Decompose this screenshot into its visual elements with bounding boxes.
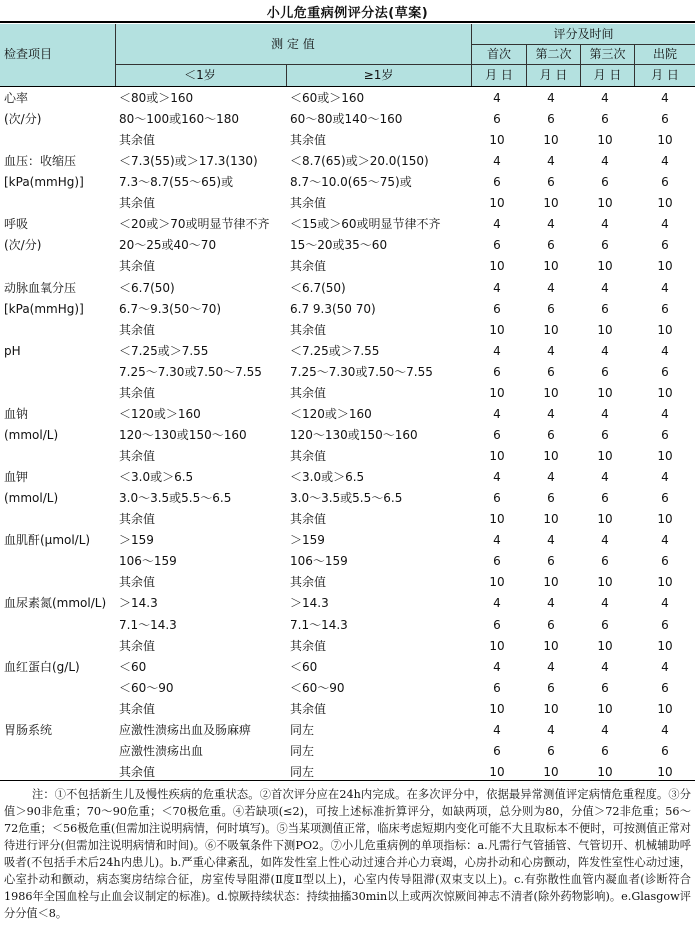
score-first: 6: [493, 112, 501, 127]
score-third: 10: [597, 196, 613, 211]
table-row: [0, 340, 695, 361]
score-discharge: 4: [661, 91, 669, 105]
value-over-1y: ＜8.7(65)或＞20.0(150): [290, 154, 429, 169]
score-first: 6: [493, 364, 501, 379]
value-under-1y: 其余值: [119, 322, 156, 337]
value-under-1y: 其余值: [119, 575, 156, 590]
value-over-1y: 120～130或150～160: [290, 427, 418, 442]
score-third: 6: [601, 554, 609, 569]
score-third: 10: [597, 385, 613, 400]
score-third: 10: [597, 322, 613, 337]
value-over-1y: 7.25～7.30或7.50～7.55: [290, 364, 433, 379]
score-second: 6: [547, 617, 555, 632]
score-discharge: 4: [661, 533, 669, 548]
score-third: 10: [597, 512, 613, 527]
header-rule: [115, 64, 695, 65]
score-discharge: 4: [661, 280, 669, 295]
value-over-1y: ＜120或＞160: [290, 406, 372, 421]
value-under-1y: 其余值: [119, 449, 156, 464]
value-over-1y: 7.1～14.3: [290, 617, 348, 632]
value-under-1y: 其余值: [119, 133, 156, 148]
score-first: 10: [489, 259, 505, 274]
score-third: 6: [601, 491, 609, 506]
table-row: [0, 382, 695, 403]
score-second: 10: [543, 575, 559, 590]
score-discharge: 6: [661, 554, 669, 569]
score-discharge: 6: [661, 743, 669, 758]
table-row: [0, 108, 695, 129]
value-over-1y: 其余值: [290, 638, 327, 653]
score-third: 10: [597, 701, 613, 716]
score-discharge: 6: [661, 617, 669, 632]
score-third: 6: [601, 175, 609, 190]
value-over-1y: 其余值: [290, 449, 327, 464]
value-under-1y: 7.25～7.30或7.50～7.55: [119, 364, 262, 379]
header-month-day-discharge: 月 日: [651, 68, 679, 82]
table-row: [0, 129, 695, 150]
score-second: 10: [543, 512, 559, 527]
score-discharge: 4: [661, 217, 669, 232]
header-month-day-third: 月 日: [593, 68, 622, 82]
value-under-1y: 其余值: [119, 638, 156, 653]
value-over-1y: 同左: [290, 722, 315, 737]
score-third: 6: [601, 427, 609, 442]
score-third: 4: [601, 91, 609, 105]
value-under-1y: ＜60: [119, 659, 147, 674]
score-second: 10: [543, 259, 559, 274]
score-second: 6: [547, 175, 555, 190]
table-row: [0, 635, 695, 656]
value-over-1y: 同左: [290, 743, 315, 758]
item-label: 血红蛋白(g/L): [4, 659, 80, 674]
table-row: [0, 761, 695, 782]
score-first: 6: [493, 491, 501, 506]
value-under-1y: ＜80或＞160: [119, 91, 194, 105]
table-row: [0, 740, 695, 761]
score-first: 4: [493, 722, 501, 737]
value-under-1y: 其余值: [119, 512, 156, 527]
score-first: 10: [489, 764, 505, 779]
score-third: 6: [601, 364, 609, 379]
header-score-time: 评分及时间: [553, 27, 614, 41]
value-under-1y: 7.1～14.3: [119, 617, 177, 632]
score-third: 4: [601, 659, 609, 674]
score-second: 4: [547, 470, 555, 485]
score-first: 10: [489, 701, 505, 716]
header-time-second: 第二次: [535, 47, 572, 61]
table-row: [0, 298, 695, 319]
value-under-1y: 其余值: [119, 259, 156, 274]
score-discharge: 6: [661, 112, 669, 127]
value-under-1y: 7.3～8.7(55～65)或: [119, 175, 234, 190]
header-measured: 测 定 值: [271, 37, 315, 51]
score-first: 6: [493, 238, 501, 253]
score-discharge: 10: [657, 701, 673, 716]
score-third: 6: [601, 112, 609, 127]
score-third: 4: [601, 217, 609, 232]
table-row: [0, 445, 695, 466]
score-first: 4: [493, 343, 501, 358]
header-divider: [286, 64, 287, 86]
item-label: 动脉血氧分压: [4, 280, 77, 295]
table-row: [0, 592, 695, 613]
item-label: pH: [4, 343, 21, 358]
score-discharge: 10: [657, 196, 673, 211]
score-discharge: 4: [661, 596, 669, 611]
header-divider: [471, 24, 472, 86]
value-over-1y: ＞14.3: [290, 596, 329, 611]
score-third: 10: [597, 638, 613, 653]
value-over-1y: ＜7.25或＞7.55: [290, 343, 380, 358]
score-third: 6: [601, 301, 609, 316]
item-label: (mmol/L): [4, 427, 59, 442]
item-label: 血尿素氮(mmol/L): [4, 596, 107, 611]
item-label: [kPa(mmHg)]: [4, 301, 84, 316]
score-first: 4: [493, 470, 501, 485]
table-row: [0, 571, 695, 592]
value-over-1y: 其余值: [290, 259, 327, 274]
item-label: 血压：收缩压: [4, 154, 77, 169]
score-second: 6: [547, 743, 555, 758]
score-discharge: 4: [661, 406, 669, 421]
value-under-1y: ＞159: [119, 533, 154, 548]
score-discharge: 4: [661, 470, 669, 485]
score-second: 10: [543, 638, 559, 653]
score-second: 4: [547, 280, 555, 295]
value-over-1y: ＜15或＞60或明显节律不齐: [290, 217, 441, 232]
score-discharge: 6: [661, 364, 669, 379]
value-under-1y: 应激性溃疡出血: [119, 743, 204, 758]
value-over-1y: ＜60或＞160: [290, 91, 365, 105]
header-divider: [634, 44, 635, 86]
score-first: 10: [489, 575, 505, 590]
score-second: 4: [547, 217, 555, 232]
score-first: 6: [493, 617, 501, 632]
score-discharge: 10: [657, 575, 673, 590]
value-over-1y: 其余值: [290, 196, 327, 211]
score-discharge: 10: [657, 322, 673, 337]
score-second: 4: [547, 659, 555, 674]
value-under-1y: 106～159: [119, 554, 177, 569]
table-row: [0, 192, 695, 213]
table-row: [0, 255, 695, 276]
score-discharge: 10: [657, 449, 673, 464]
score-third: 10: [597, 449, 613, 464]
item-label: 心率: [4, 91, 29, 105]
value-over-1y: 同左: [290, 764, 315, 779]
score-third: 4: [601, 406, 609, 421]
score-discharge: 10: [657, 259, 673, 274]
score-discharge: 6: [661, 301, 669, 316]
value-under-1y: 其余值: [119, 196, 156, 211]
value-over-1y: ＜6.7(50): [290, 280, 346, 295]
value-over-1y: 其余值: [290, 701, 327, 716]
item-label: 血钾: [4, 470, 29, 485]
value-under-1y: 80～100或160～180: [119, 112, 239, 127]
score-second: 6: [547, 491, 555, 506]
score-third: 10: [597, 575, 613, 590]
value-over-1y: ＜3.0或＞6.5: [290, 470, 365, 485]
score-discharge: 6: [661, 680, 669, 695]
table-row: [0, 719, 695, 740]
score-second: 4: [547, 533, 555, 548]
table-row: [0, 361, 695, 382]
score-second: 10: [543, 133, 559, 148]
score-second: 4: [547, 596, 555, 611]
header-month-day-first: 月 日: [485, 68, 513, 82]
score-third: 6: [601, 617, 609, 632]
table-row: [0, 550, 695, 571]
item-label: 血钠: [4, 406, 29, 421]
value-over-1y: ＜60: [290, 659, 318, 674]
table-row: [0, 171, 695, 192]
table-row: [0, 614, 695, 635]
table-row: [0, 319, 695, 340]
page-title: 小儿危重病例评分法(草案): [266, 6, 429, 21]
item-label: (次/分): [4, 112, 42, 127]
score-first: 4: [493, 280, 501, 295]
value-over-1y: 其余值: [290, 322, 327, 337]
score-discharge: 4: [661, 154, 669, 169]
value-over-1y: 其余值: [290, 385, 327, 400]
table-header: [0, 24, 695, 86]
value-over-1y: 其余值: [290, 575, 327, 590]
header-rule: [472, 44, 695, 45]
score-third: 4: [601, 280, 609, 295]
score-second: 6: [547, 554, 555, 569]
score-discharge: 4: [661, 343, 669, 358]
score-first: 10: [489, 196, 505, 211]
header-divider: [115, 24, 116, 86]
value-over-1y: 8.7～10.0(65～75)或: [290, 175, 412, 190]
table-row: [0, 150, 695, 171]
score-third: 10: [597, 259, 613, 274]
score-discharge: 10: [657, 764, 673, 779]
score-first: 4: [493, 217, 501, 232]
header-ge1: ≥1岁: [363, 68, 394, 82]
header-month-day-second: 月 日: [539, 68, 568, 82]
table-row: [0, 656, 695, 677]
score-second: 10: [543, 449, 559, 464]
score-first: 4: [493, 659, 501, 674]
table-footnote: 注：①不包括新生儿及慢性疾病的危重状态。②首次评分应在24h内完成。在多次评分中，依据最异常测值评定病情危重程度。③分值＞90非危重；70～90危重；＜70极危重。④若缺项(≤2)，可按上述标准折算评分，如缺两项，总分则为80，分值＞72非危重；56～72危重；＜56极危重(但需加注说明病情，何时填写)。⑤当某项测值正常，临床考虑短期内变化可能不大且取标本不便时，可按测值正常对待进行评分(但需加注说明病情和时间)。⑥不吸氧条件下测PO2。⑦小儿危重病例的单项指标：a.凡需行气管插管、气管切开、机械辅助呼吸者(不包括手术后24h内患儿)。b.严重心律紊乱，如阵发性室上性心动过速合并心力衰竭，心房扑动和心房颤动，阵发性室性心动过速，心室扑动和颤动，病态窦房结综合征，房室传导阻滞(Ⅱ度Ⅱ型以上)，心室内传导阻滞(双束支以上)。c.有弥散性血管内凝血者(诊断符合1986年全国血栓与止血会议制定的标准)。d.惊厥持续状态：持续抽搐30min以上或两次惊厥间神志不清者(除外药物影响)。e.Glasgow评分分值＜8。: [4, 788, 691, 920]
table-row: [0, 529, 695, 550]
header-lt1: ＜1岁: [184, 68, 216, 82]
score-first: 10: [489, 449, 505, 464]
value-under-1y: ＜120或＞160: [119, 406, 201, 421]
score-first: 4: [493, 533, 501, 548]
table-row: [0, 403, 695, 424]
score-discharge: 4: [661, 722, 669, 737]
value-over-1y: ＜60～90: [290, 680, 345, 695]
value-under-1y: ＜20或＞70或明显节律不齐: [119, 217, 270, 232]
item-label: (mmol/L): [4, 491, 59, 506]
value-under-1y: 其余值: [119, 385, 156, 400]
score-second: 4: [547, 154, 555, 169]
score-third: 4: [601, 343, 609, 358]
score-second: 10: [543, 196, 559, 211]
value-under-1y: 20～25或40～70: [119, 238, 217, 253]
score-first: 4: [493, 154, 501, 169]
score-third: 4: [601, 596, 609, 611]
score-discharge: 6: [661, 427, 669, 442]
score-first: 6: [493, 427, 501, 442]
score-first: 6: [493, 680, 501, 695]
score-second: 6: [547, 301, 555, 316]
score-third: 6: [601, 680, 609, 695]
score-first: 6: [493, 554, 501, 569]
table-row: [0, 508, 695, 529]
score-discharge: 4: [661, 659, 669, 674]
table-row: [0, 234, 695, 255]
score-second: 10: [543, 322, 559, 337]
item-label: 呼吸: [4, 217, 29, 232]
header-divider: [580, 44, 581, 86]
score-second: 6: [547, 238, 555, 253]
header-divider: [526, 44, 527, 86]
table-row: [0, 698, 695, 719]
score-third: 10: [597, 764, 613, 779]
score-third: 4: [601, 722, 609, 737]
score-first: 10: [489, 512, 505, 527]
value-under-1y: ＞14.3: [119, 596, 158, 611]
score-second: 4: [547, 722, 555, 737]
value-over-1y: 6.7 9.3(50 70): [290, 301, 376, 316]
table-row: [0, 677, 695, 698]
score-third: 4: [601, 154, 609, 169]
item-label: 胃肠系统: [4, 722, 53, 737]
score-third: 4: [601, 470, 609, 485]
score-second: 4: [547, 343, 555, 358]
top-rule: [0, 21, 695, 23]
table-row: [0, 213, 695, 234]
value-under-1y: ＜6.7(50): [119, 280, 175, 295]
header-time-discharge: 出院: [652, 47, 677, 61]
header-time-third: 第三次: [589, 47, 626, 61]
score-second: 6: [547, 112, 555, 127]
score-first: 10: [489, 322, 505, 337]
table-row: [0, 87, 695, 108]
score-third: 6: [601, 743, 609, 758]
value-under-1y: 其余值: [119, 701, 156, 716]
score-second: 10: [543, 701, 559, 716]
value-over-1y: 106～159: [290, 554, 348, 569]
score-second: 10: [543, 385, 559, 400]
score-first: 6: [493, 743, 501, 758]
value-over-1y: 15～20或35～60: [290, 238, 388, 253]
score-second: 10: [543, 764, 559, 779]
value-under-1y: 应激性溃疡出血及肠麻痹: [119, 722, 252, 737]
bottom-rule: [0, 780, 695, 781]
score-discharge: 10: [657, 385, 673, 400]
value-over-1y: 其余值: [290, 512, 327, 527]
value-under-1y: 其余值: [119, 764, 156, 779]
value-under-1y: ＜60～90: [119, 680, 174, 695]
value-over-1y: 其余值: [290, 133, 327, 148]
score-first: 6: [493, 301, 501, 316]
value-over-1y: ＞159: [290, 533, 325, 548]
value-over-1y: 60～80或140～160: [290, 112, 403, 127]
score-second: 6: [547, 427, 555, 442]
header-time-first: 首次: [486, 47, 511, 61]
value-under-1y: ＜7.25或＞7.55: [119, 343, 209, 358]
score-discharge: 6: [661, 491, 669, 506]
score-discharge: 10: [657, 512, 673, 527]
score-first: 6: [493, 175, 501, 190]
value-over-1y: 3.0～3.5或5.5～6.5: [290, 491, 403, 506]
table-row: [0, 466, 695, 487]
item-label: [kPa(mmHg)]: [4, 175, 84, 190]
score-first: 4: [493, 406, 501, 421]
table-row: [0, 487, 695, 508]
score-discharge: 6: [661, 175, 669, 190]
score-third: 4: [601, 533, 609, 548]
value-under-1y: 120～130或150～160: [119, 427, 247, 442]
score-third: 6: [601, 238, 609, 253]
score-third: 10: [597, 133, 613, 148]
item-label: 血肌酐(μmol/L): [4, 533, 91, 548]
table-row: [0, 277, 695, 298]
header-item: 检查项目: [4, 47, 53, 61]
score-first: 10: [489, 385, 505, 400]
score-discharge: 10: [657, 133, 673, 148]
value-under-1y: ＜3.0或＞6.5: [119, 470, 194, 485]
item-label: (次/分): [4, 238, 42, 253]
value-under-1y: ＜7.3(55)或＞17.3(130): [119, 154, 258, 169]
score-first: 10: [489, 638, 505, 653]
score-first: 10: [489, 133, 505, 148]
score-first: 4: [493, 596, 501, 611]
score-second: 4: [547, 91, 555, 105]
value-under-1y: 3.0～3.5或5.5～6.5: [119, 491, 232, 506]
score-first: 4: [493, 91, 501, 105]
score-second: 6: [547, 364, 555, 379]
score-discharge: 6: [661, 238, 669, 253]
score-second: 6: [547, 680, 555, 695]
value-under-1y: 6.7～9.3(50～70): [119, 301, 222, 316]
score-second: 4: [547, 406, 555, 421]
table-row: [0, 424, 695, 445]
score-discharge: 10: [657, 638, 673, 653]
